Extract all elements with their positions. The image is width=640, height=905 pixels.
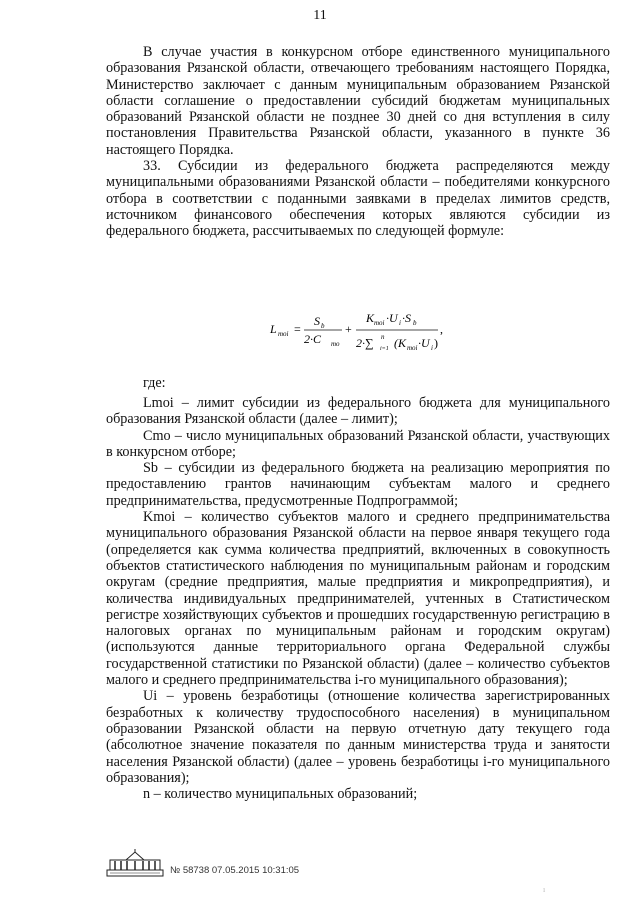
formula-f2-den-body-tail: ·U: [418, 336, 430, 350]
document-id-timestamp: № 58738 07.05.2015 10:31:05: [170, 865, 300, 876]
scan-mark: ı: [543, 885, 546, 894]
formula-f2-den-body-tail-sub: i: [431, 344, 433, 352]
paragraph: 33. Субсидии из федерального бюджета распределяются между муниципальными образованиями Рязанской области – победителями конкурсного отбора в соответствии с поданными заявками в пределах лимитов средств, источником финансового обеспечения которых являются субсидии из федерального бюджета, рассчитываемых по следующей формуле:: [106, 158, 610, 240]
definition-item: Sb – субсидии из федерального бюджета на реализацию мероприятия по предоставлению грантов начинающим субъектам малого и среднего предпринимательства, предусмотренные Подпрограммой;: [106, 460, 610, 509]
definition-item: Cmo – число муниципальных образований Рязанской области, участвующих в конкурсном отборе;: [106, 427, 610, 460]
formula-f1-num-sub: b: [321, 322, 325, 330]
formula-comma: ,: [440, 322, 443, 336]
definitions-list: [106, 395, 610, 802]
formula-f2-den-body: (K: [394, 336, 406, 350]
formula-f1-den: 2·C: [304, 332, 322, 346]
formula-f2-num-tail-sub: b: [413, 319, 417, 327]
definition-item: n – количество муниципальных образований;: [143, 786, 418, 803]
page-number: 11: [313, 8, 327, 23]
formula-f2-num-rest-sub: i: [399, 319, 401, 327]
paragraph: В случае участия в конкурсном отборе единственного муниципального образования Рязанской области, отвечающего требованиям настоящего Порядка, Министерство заключает с данным муниципальным образованием Рязанской области соглашение о предоставлении субсидий бюджетам муниципальных образований Рязанской области не позднее 30 дней со дня вступления в силу постановления Правительства Рязанской области, указанного в пункте 36 настоящего Порядка.: [106, 44, 610, 158]
formula-f2-den-body-sub: moi: [407, 344, 418, 352]
formula-f2-num-rest: ·U: [386, 311, 398, 325]
formula-lhs: L: [270, 322, 277, 336]
formula-lhs-sub: moi: [278, 330, 289, 338]
formula-f2-den-sup: n: [381, 333, 385, 341]
subsidy-formula: [268, 300, 448, 360]
formula-f2-num-sub: moi: [374, 319, 385, 327]
formula-f1-num: S: [314, 314, 320, 328]
definition-item: Ui – уровень безработицы (отношение количества зарегистрированных безработных к количеству трудоспособного населения) в муниципальном образовании Рязанской области на первую отчетную дату текущего года (абсолютное значение показателя по данным министерства труда и занятости населения Рязанской области) (далее – уровень безработицы i-го муниципального образования);: [106, 688, 610, 786]
definition-item: Kmoi – количество субъектов малого и среднего предпринимательства муниципального образования Рязанской области на первое января текущего года (определяется как сумма количества предприятий, включенных в совокупность объектов статистического наблюдения по муниципальным районам и городским округам (средние предприятия, малые предприятия и микропредприятия), и количества индивидуальных предпринимателей, учтенных в Статистическом регистре хозяйствующих субъектов и прошедших государственную регистрацию в налоговых органах по муниципальным районам и городским округам) (используются данные территориального органа Федеральной службы государственной статистики по Рязанской области) (далее – количество субъектов малого и среднего предпринимательства i-го муниципального образования);: [106, 509, 610, 689]
formula-equals: =: [294, 322, 301, 336]
body-text: [106, 44, 610, 240]
formula-f1-den-sub: mo: [331, 340, 340, 348]
formula-f2-num-tail: ·S: [402, 311, 411, 325]
definition-item: Lmoi – лимит субсидии из федерального бюджета для муниципального образования Рязанской области (далее – лимит);: [106, 395, 610, 428]
formula-f2-num: K: [366, 311, 375, 325]
formula-close-paren: ): [434, 336, 438, 350]
building-stamp-icon: [106, 848, 166, 878]
where-label: где:: [143, 375, 166, 391]
formula-plus: +: [345, 322, 352, 336]
formula-f2-den-pre: 2·∑: [356, 336, 374, 350]
formula-f2-den-sub: i=1: [380, 346, 389, 352]
document-footer: [106, 848, 366, 878]
